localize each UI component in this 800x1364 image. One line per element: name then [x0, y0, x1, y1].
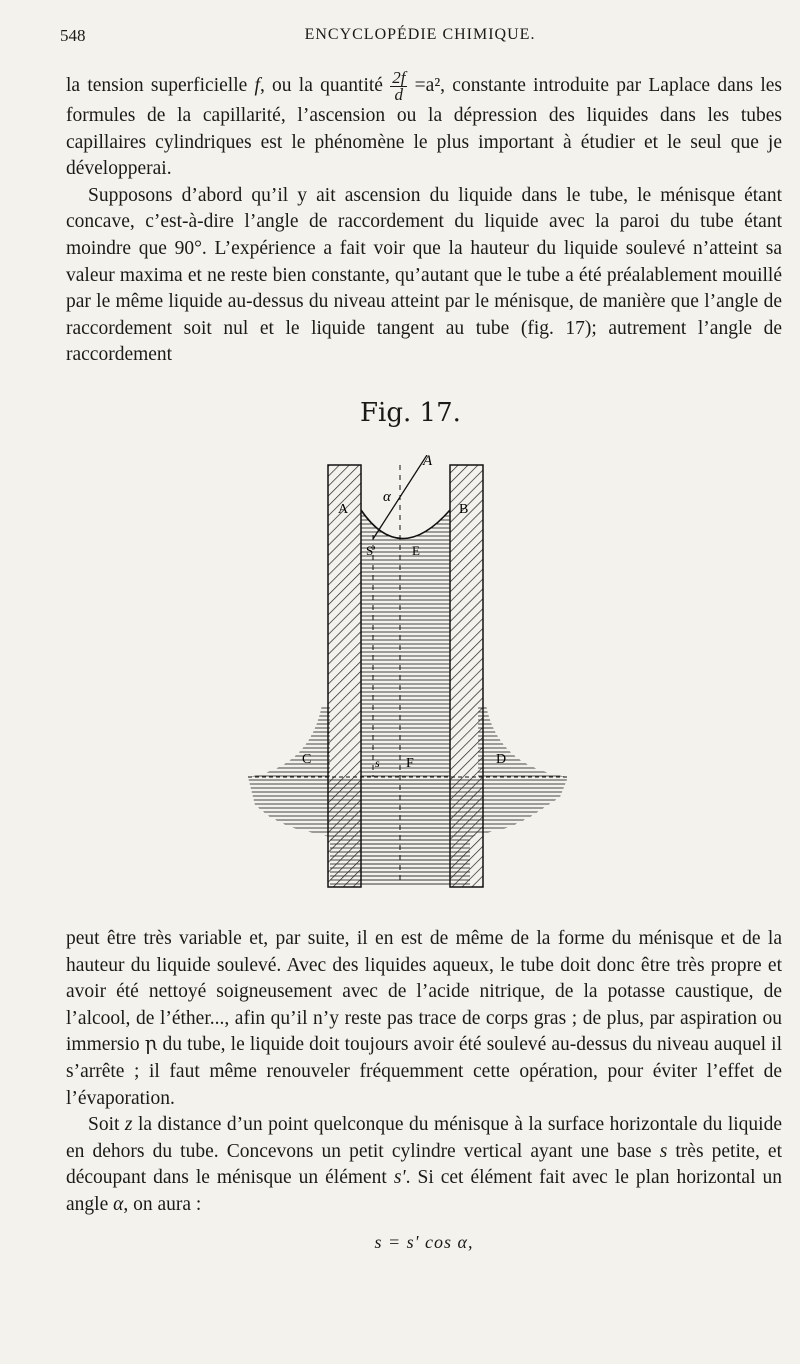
page-number: 548	[60, 26, 86, 45]
label-F: F	[406, 756, 414, 771]
figure-caption: Fig. 17.	[360, 398, 461, 428]
label-A: A	[338, 502, 349, 517]
text-block-bottom	[66, 926, 782, 1255]
label-s-prime: S'	[366, 543, 376, 558]
figure-17-capillary-tube	[240, 455, 590, 895]
label-C: C	[302, 752, 312, 767]
label-alpha: α	[383, 489, 391, 505]
label-s: s	[375, 756, 380, 770]
text-block-top	[66, 70, 782, 369]
right-outer-meniscus	[478, 705, 568, 777]
paragraph-1: la tension superficielle f, ou la quantité $\frac{2f}{d}$ =a², constante introduite par Laplace dans les formules de la capillarité, l’ascension ou la dépression des liquides dans les tubes capillaires cylindriques est le phénomène le plus important à étudier et le seul que je développerai.	[66, 68, 782, 180]
page-header	[60, 26, 780, 50]
left-tube-wall	[328, 465, 361, 887]
right-tube-wall	[450, 465, 483, 887]
paragraph-4: Soit z la distance d’un point quelconque du ménisque à la surface horizontale du liquide en dehors du tube. Concevons un petit cylindre vertical ayant une base s très petite, et découpant dans le ménisque un élément s'. Si cet élément fait avec le plan horizontal un angle α, on aura :	[66, 1114, 783, 1215]
label-top: A	[423, 455, 433, 469]
left-outer-meniscus	[248, 705, 330, 777]
paragraph-3: peut être très variable et, par suite, il en est de même de la forme du ménisque et de la hauteur du liquide soulevé. Avec des liquides aqueux, le tube doit donc être très propre et avoir été nettoyé soigneusement avec de l’acide nitrique, de la potasse caustique, de l’alcool, de l’éther..., afin qu’il n’y reste pas trace de corps gras ; de plus, par aspiration ou immersio ꞃ du tube, le liquide doit toujours avoir été soulevé au-dessus du niveau auquel il s’arrête ; il faut même renouveler fréquemment cette opération, pour éviter l’effet de l’évaporation.	[66, 928, 782, 1109]
inner-liquid-column	[361, 510, 450, 885]
label-D: D	[496, 752, 507, 767]
fraction: $\frac{2f}{d}$	[392, 68, 406, 104]
label-E: E	[412, 543, 420, 558]
equation: s = s' cos α,	[374, 1231, 474, 1252]
running-head: ENCYCLOPÉDIE CHIMIQUE.	[304, 26, 536, 43]
paragraph-2: Supposons d’abord qu’il y ait ascension du liquide dans le tube, le ménisque étant concave, c’est-à-dire l’angle de raccordement du liquide avec la paroi du tube étant moindre que 90°. L’expérience a fait voir que la hauteur du liquide soulevé n’atteint sa valeur maxima et ne reste bien constante, qu’autant que le tube a été préalablement mouillé par le même liquide au-dessus du niveau atteint par le ménisque, de manière que l’angle de raccordement soit nul et le liquide tangent au tube (fig. 17); autrement l’angle de raccordement	[66, 184, 782, 366]
label-B: B	[459, 502, 469, 517]
